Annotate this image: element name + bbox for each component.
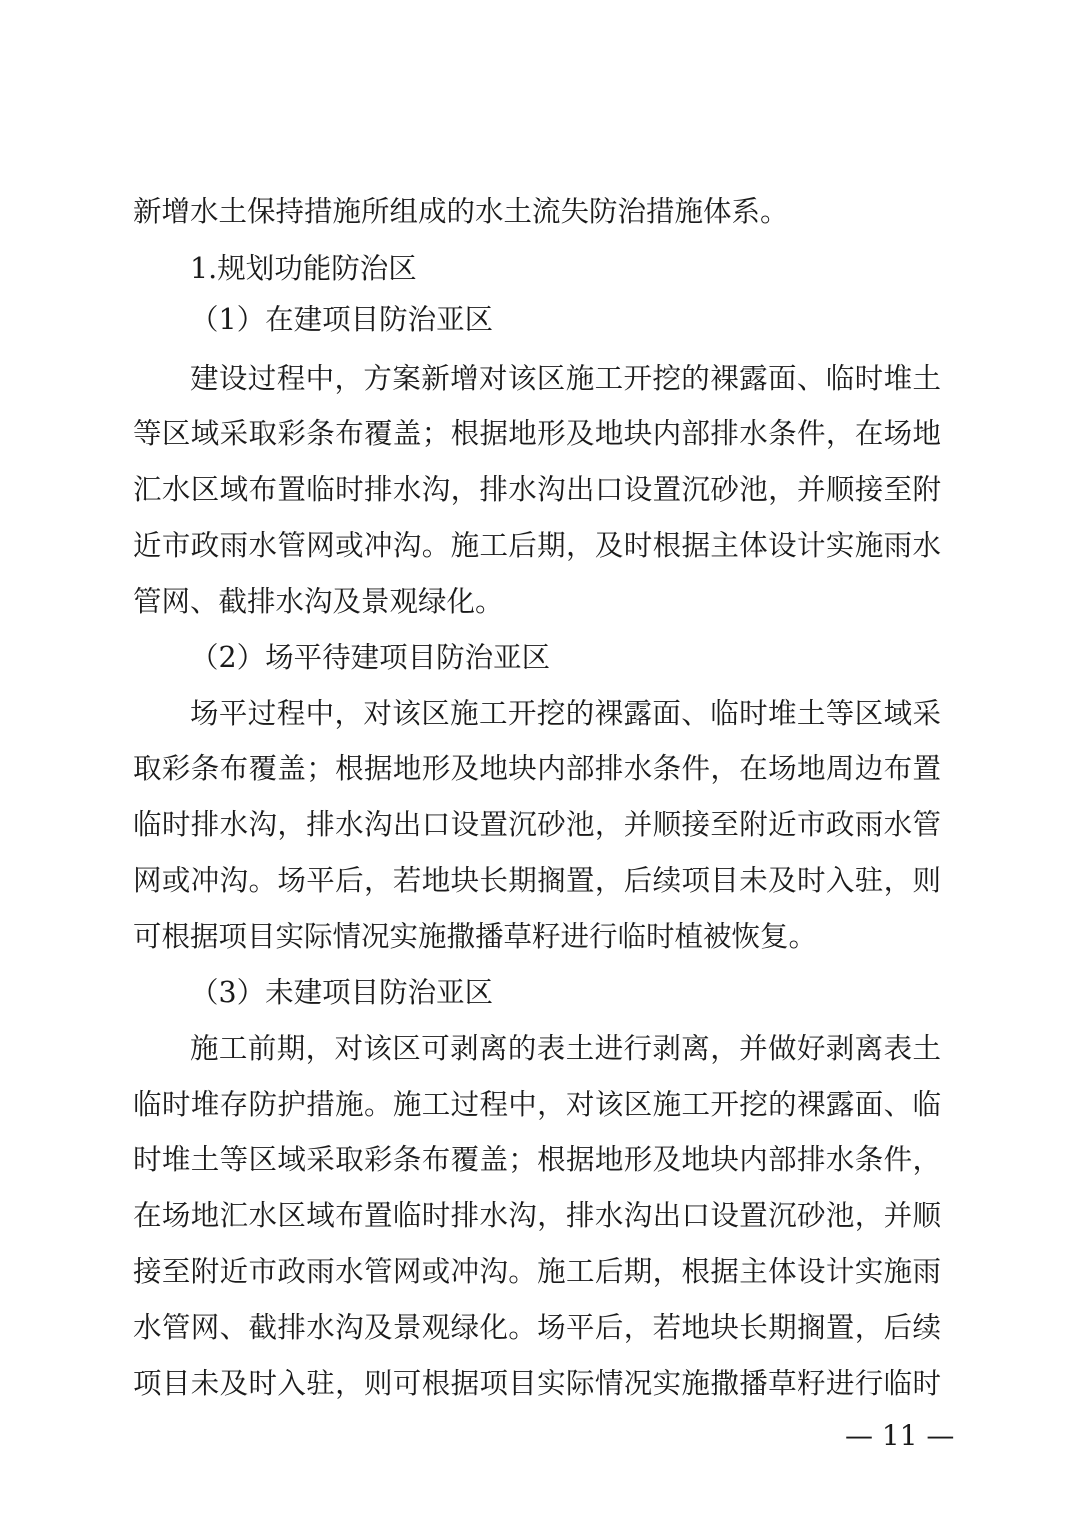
page-number: — 11 — <box>845 1419 955 1452</box>
paragraph-line: 新增水土保持措施所组成的水土流失防治措施体系。 <box>133 195 789 228</box>
paragraph-line: 临时排水沟，排水沟出口设置沉砂池，并顺接至附近市政雨水管 <box>133 808 941 841</box>
subsection-heading: （2）场平待建项目防治亚区 <box>190 641 551 674</box>
paragraph-line: 接至附近市政雨水管网或冲沟。施工后期，根据主体设计实施雨 <box>133 1255 941 1288</box>
paragraph-line: 管网、截排水沟及景观绿化。 <box>133 585 504 618</box>
paragraph-line: 建设过程中，方案新增对该区施工开挖的裸露面、临时堆土 <box>190 362 941 395</box>
paragraph-line: 项目未及时入驻，则可根据项目实际情况实施撒播草籽进行临时 <box>133 1367 941 1400</box>
paragraph-line: 水管网、截排水沟及景观绿化。场平后，若地块长期搁置，后续 <box>133 1311 941 1344</box>
paragraph-line: 取彩条布覆盖；根据地形及地块内部排水条件，在场地周边布置 <box>133 752 941 785</box>
paragraph-line: 临时堆存防护措施。施工过程中，对该区施工开挖的裸露面、临 <box>133 1088 941 1121</box>
paragraph-line: 场平过程中，对该区施工开挖的裸露面、临时堆土等区域采 <box>190 697 941 730</box>
subsection-heading: （3）未建项目防治亚区 <box>190 976 494 1009</box>
paragraph-line: 可根据项目实际情况实施撒播草籽进行临时植被恢复。 <box>133 920 818 953</box>
paragraph-line: 汇水区域布置临时排水沟，排水沟出口设置沉砂池，并顺接至附 <box>133 473 941 506</box>
subsection-heading: （1）在建项目防治亚区 <box>190 303 494 336</box>
paragraph-line: 网或冲沟。场平后，若地块长期搁置，后续项目未及时入驻，则 <box>133 864 941 897</box>
paragraph-line: 近市政雨水管网或冲沟。施工后期，及时根据主体设计实施雨水 <box>133 529 941 562</box>
paragraph-line: 等区域采取彩条布覆盖；根据地形及地块内部排水条件，在场地 <box>133 417 941 450</box>
paragraph-line: 在场地汇水区域布置临时排水沟，排水沟出口设置沉砂池，并顺 <box>133 1199 941 1232</box>
paragraph-line: 施工前期，对该区可剥离的表土进行剥离，并做好剥离表土 <box>190 1032 941 1065</box>
paragraph-line: 时堆土等区域采取彩条布覆盖；根据地形及地块内部排水条件， <box>133 1143 941 1176</box>
section-heading: 1.规划功能防治区 <box>190 252 417 285</box>
